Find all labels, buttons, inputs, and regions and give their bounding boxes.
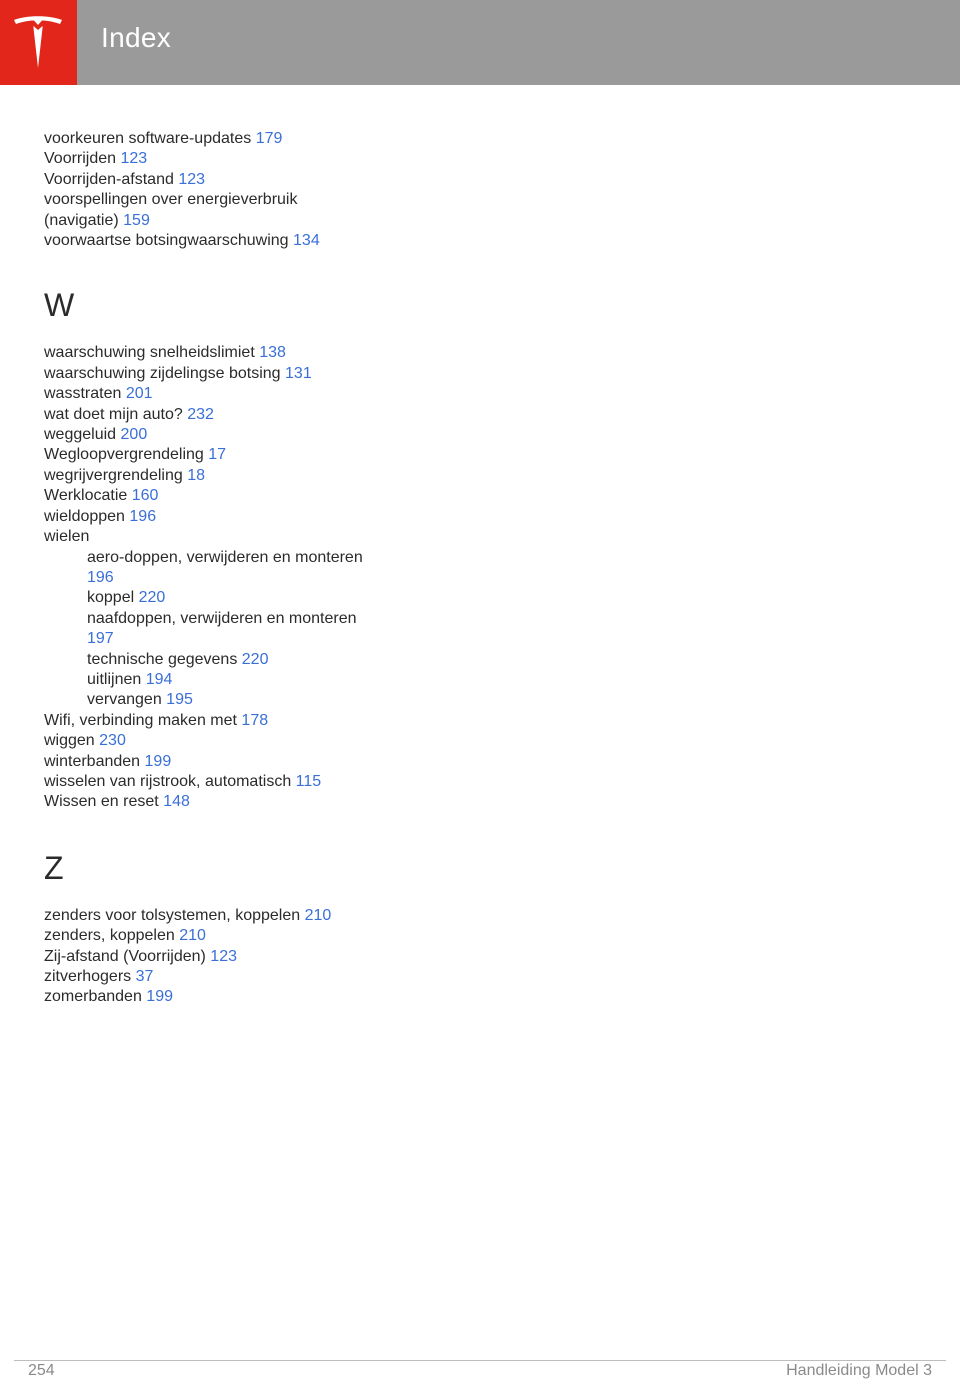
index-subentry (44, 609, 464, 629)
entry-text: naafdoppen, verwijderen en monteren (87, 609, 357, 627)
index-subentry (44, 588, 464, 608)
page-title: Index (101, 22, 171, 53)
index-entry (44, 425, 464, 445)
page-link[interactable]: 201 (125, 385, 153, 403)
section-letter: W (44, 287, 75, 324)
entry-text: wisselen van rijstrook, automatisch (44, 772, 292, 790)
section-letter: Z (44, 849, 64, 886)
index-entry (44, 211, 464, 231)
page-link[interactable]: 148 (163, 793, 190, 811)
index-entry (44, 926, 464, 946)
index-entry (44, 711, 464, 731)
page-link[interactable]: 17 (208, 446, 227, 464)
index-entry (44, 384, 464, 404)
entry-text: Voorrijden-afstand (44, 170, 174, 188)
index-entry (44, 987, 464, 1007)
page-link[interactable]: 200 (120, 426, 148, 444)
page-link[interactable]: 178 (241, 711, 269, 729)
footer-page-number: 254 (28, 1362, 55, 1379)
page-link[interactable]: 134 (293, 232, 320, 250)
index-entry (44, 190, 464, 210)
entry-text: wielen (44, 528, 90, 546)
entry-text: zenders, koppelen (44, 927, 175, 945)
page-link[interactable]: 220 (138, 589, 166, 607)
index-subentry (44, 568, 464, 588)
entry-text: wiggen (44, 732, 95, 750)
page-link[interactable]: 196 (87, 568, 114, 586)
index-subentry (44, 670, 464, 690)
index-subentry (44, 548, 464, 568)
footer-divider (14, 1360, 946, 1361)
page-link[interactable]: 220 (241, 650, 269, 668)
page-link[interactable]: 123 (178, 170, 206, 188)
page-link[interactable]: 123 (210, 947, 237, 965)
page-link[interactable]: 179 (255, 130, 283, 147)
entry-text: wegrijvergrendeling (44, 466, 183, 484)
index-entry (44, 731, 464, 751)
index-entry (44, 149, 464, 169)
tesla-logo-icon (12, 14, 64, 70)
index-entry (44, 792, 464, 812)
index-entry (44, 364, 464, 384)
index-entry (44, 486, 464, 506)
index-subentry (44, 650, 464, 670)
page-link[interactable]: 18 (187, 466, 205, 484)
entry-text: Wissen en reset (44, 793, 159, 811)
entry-text: waarschuwing zijdelingse botsing (44, 364, 281, 382)
entry-text: voorkeuren software-updates (44, 130, 252, 147)
entry-text: uitlijnen (87, 670, 142, 688)
brand-logo (0, 0, 77, 85)
page-link[interactable]: 37 (135, 968, 154, 985)
entry-text: Wifi, verbinding maken met (44, 711, 237, 729)
entry-text: aero-doppen, verwijderen en monteren (87, 548, 363, 566)
index-entry (44, 947, 464, 967)
page-link[interactable]: 210 (179, 927, 206, 945)
index-entry (44, 170, 464, 190)
entry-text: koppel (87, 589, 135, 607)
index-subentry (44, 690, 464, 710)
page-link[interactable]: 115 (295, 772, 322, 790)
index-subentry (44, 629, 464, 649)
page-link[interactable]: 195 (166, 691, 193, 709)
index-entry (44, 445, 464, 465)
entry-text: zitverhogers (44, 968, 132, 985)
page-link[interactable]: 230 (99, 732, 126, 750)
page-header (0, 0, 960, 85)
entry-text: weggeluid (44, 426, 117, 444)
page-link[interactable]: 197 (87, 630, 114, 648)
page-link[interactable]: 194 (145, 670, 173, 688)
footer-manual-title: Handleiding Model 3 (786, 1362, 932, 1379)
page-link[interactable]: 210 (304, 906, 332, 924)
entry-text: wat doet mijn auto? (44, 405, 183, 423)
entry-text: voorwaartse botsingwaarschuwing (44, 232, 289, 250)
index-entry (44, 231, 464, 251)
index-entry (44, 129, 464, 149)
index-entry (44, 967, 464, 987)
entry-text: (navigatie) (44, 211, 119, 229)
page-link[interactable]: 232 (187, 405, 214, 423)
page-link[interactable]: 131 (285, 364, 312, 382)
page-link[interactable]: 159 (123, 211, 150, 229)
entry-text: vervangen (87, 691, 162, 709)
index-entry (44, 527, 464, 547)
index-entry (44, 466, 464, 486)
index-list (44, 129, 464, 1008)
page-link[interactable]: 199 (144, 752, 172, 770)
page-link[interactable]: 123 (120, 150, 148, 168)
entry-text: winterbanden (44, 752, 141, 770)
entry-text: zenders voor tolsystemen, koppelen (44, 906, 301, 924)
entry-text: Zij-afstand (Voorrijden) (44, 947, 206, 965)
index-entry (44, 772, 464, 792)
index-entry (44, 343, 464, 363)
entry-text: Werklocatie (44, 487, 128, 505)
page-link[interactable]: 196 (129, 507, 157, 525)
index-entry (44, 405, 464, 425)
entry-text: waarschuwing snelheidslimiet (44, 344, 255, 362)
entry-text: technische gegevens (87, 650, 238, 668)
page-link[interactable]: 199 (146, 988, 173, 1006)
page-link[interactable]: 160 (131, 487, 159, 505)
entry-text: Voorrijden (44, 150, 117, 168)
entry-text: wasstraten (44, 385, 122, 403)
entry-text: wieldoppen (44, 507, 125, 525)
index-entry (44, 752, 464, 772)
entry-text: Wegloopvergrendeling (44, 446, 204, 464)
page-link[interactable]: 138 (259, 344, 286, 362)
index-entry (44, 507, 464, 527)
index-entry (44, 906, 464, 926)
entry-text: zomerbanden (44, 988, 142, 1006)
entry-text: voorspellingen over energieverbruik (44, 191, 298, 209)
